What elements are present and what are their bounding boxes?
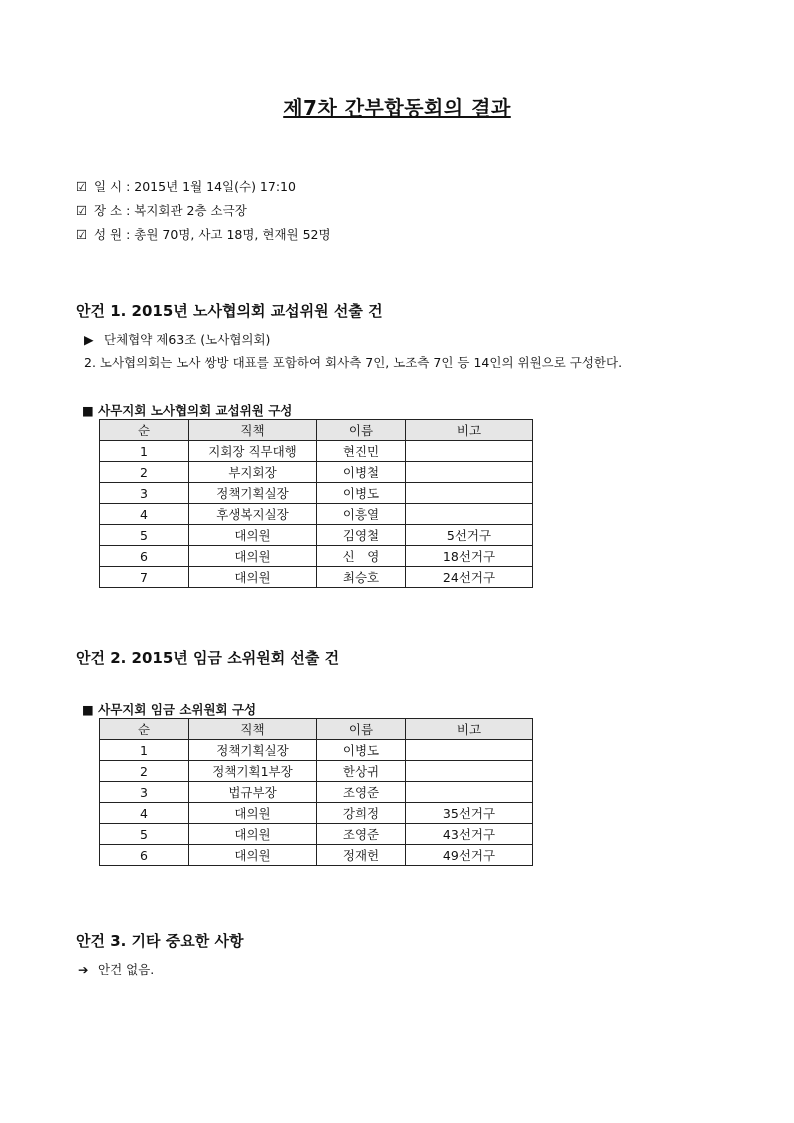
info-date-text: 일 시 : 2015년 1월 14일(수) 17:10 <box>94 179 296 194</box>
cell-no: 6 <box>100 546 189 567</box>
table-row <box>100 546 533 567</box>
agenda1-bullet <box>84 330 270 348</box>
cell-name: 이병도 <box>317 483 406 504</box>
header-note: 비고 <box>406 719 533 740</box>
table-header-row <box>100 420 533 441</box>
cell-name: 조영준 <box>317 824 406 845</box>
cell-name: 신 영 <box>317 546 406 567</box>
cell-note <box>406 462 533 483</box>
cell-position: 대의원 <box>189 567 317 588</box>
cell-position: 대의원 <box>189 803 317 824</box>
agenda2-title: 안건 2. 2015년 임금 소위원회 선출 건 <box>76 649 340 667</box>
cell-note <box>406 483 533 504</box>
triangle-bullet-icon: ▶ <box>84 332 94 347</box>
cell-note <box>406 740 533 761</box>
cell-no: 3 <box>100 483 189 504</box>
cell-no: 7 <box>100 567 189 588</box>
header-name: 이름 <box>317 420 406 441</box>
cell-no: 1 <box>100 441 189 462</box>
table-row <box>100 525 533 546</box>
right-arrow-icon: ➔ <box>78 962 89 977</box>
cell-position: 대의원 <box>189 525 317 546</box>
info-quorum <box>76 226 331 250</box>
info-place <box>76 202 331 226</box>
cell-position: 정책기획1부장 <box>189 761 317 782</box>
header-name: 이름 <box>317 719 406 740</box>
cell-name: 정재헌 <box>317 845 406 866</box>
header-no: 순 <box>100 420 189 441</box>
agenda2-table-caption: ■ 사무지회 임금 소위원회 구성 <box>82 702 257 717</box>
cell-name: 김영철 <box>317 525 406 546</box>
cell-no: 6 <box>100 845 189 866</box>
table-row <box>100 782 533 803</box>
cell-note: 5선거구 <box>406 525 533 546</box>
table-header-row <box>100 719 533 740</box>
table-row <box>100 567 533 588</box>
cell-no: 5 <box>100 525 189 546</box>
agenda1-bullet-text: 단체협약 제63조 (노사협의회) <box>104 332 271 347</box>
info-date <box>76 178 331 202</box>
agenda1-title: 안건 1. 2015년 노사협의회 교섭위원 선출 건 <box>76 302 383 320</box>
table-row <box>100 462 533 483</box>
cell-name: 한상귀 <box>317 761 406 782</box>
checkbox-icon: ☑ <box>76 179 88 194</box>
cell-name: 최승호 <box>317 567 406 588</box>
cell-position: 후생복지실장 <box>189 504 317 525</box>
cell-note: 49선거구 <box>406 845 533 866</box>
cell-note <box>406 761 533 782</box>
header-position: 직책 <box>189 719 317 740</box>
cell-no: 1 <box>100 740 189 761</box>
cell-no: 5 <box>100 824 189 845</box>
cell-name: 현진민 <box>317 441 406 462</box>
table-row <box>100 504 533 525</box>
agenda1-table-caption: ■ 사무지회 노사협의회 교섭위원 구성 <box>82 403 293 418</box>
cell-position: 지회장 직무대행 <box>189 441 317 462</box>
cell-position: 정책기획실장 <box>189 740 317 761</box>
agenda3-note-text: 안건 없음. <box>98 962 155 977</box>
table-row <box>100 740 533 761</box>
document-title: 제7차 간부합동회의 결과 <box>283 96 511 120</box>
table-row <box>100 441 533 462</box>
agenda1-table <box>99 419 533 588</box>
cell-name: 이병철 <box>317 462 406 483</box>
cell-position: 정책기획실장 <box>189 483 317 504</box>
cell-no: 2 <box>100 761 189 782</box>
cell-name: 이흥열 <box>317 504 406 525</box>
cell-no: 4 <box>100 504 189 525</box>
cell-note: 18선거구 <box>406 546 533 567</box>
cell-no: 3 <box>100 782 189 803</box>
cell-no: 4 <box>100 803 189 824</box>
table-row <box>100 483 533 504</box>
agenda1-clause: 2. 노사협의회는 노사 쌍방 대표를 포함하여 회사측 7인, 노조측 7인 등 14인의 위원으로 구성한다. <box>84 355 623 370</box>
cell-no: 2 <box>100 462 189 483</box>
info-place-text: 장 소 : 복지회관 2층 소극장 <box>94 203 247 218</box>
cell-note: 35선거구 <box>406 803 533 824</box>
cell-note: 43선거구 <box>406 824 533 845</box>
checkbox-icon: ☑ <box>76 227 88 242</box>
cell-note <box>406 441 533 462</box>
cell-name: 강희정 <box>317 803 406 824</box>
checkbox-icon: ☑ <box>76 203 88 218</box>
table-row <box>100 845 533 866</box>
meeting-info <box>76 178 331 250</box>
table-row <box>100 761 533 782</box>
table-row <box>100 824 533 845</box>
header-no: 순 <box>100 719 189 740</box>
table-row <box>100 803 533 824</box>
header-note: 비고 <box>406 420 533 441</box>
cell-note <box>406 782 533 803</box>
cell-position: 대의원 <box>189 845 317 866</box>
cell-name: 조영준 <box>317 782 406 803</box>
info-quorum-text: 성 원 : 총원 70명, 사고 18명, 현재원 52명 <box>94 227 331 242</box>
cell-note: 24선거구 <box>406 567 533 588</box>
cell-position: 법규부장 <box>189 782 317 803</box>
cell-note <box>406 504 533 525</box>
cell-position: 부지회장 <box>189 462 317 483</box>
agenda2-table <box>99 718 533 866</box>
cell-position: 대의원 <box>189 824 317 845</box>
cell-position: 대의원 <box>189 546 317 567</box>
header-position: 직책 <box>189 420 317 441</box>
agenda3-note <box>78 960 154 978</box>
agenda3-title: 안건 3. 기타 중요한 사항 <box>76 932 244 950</box>
cell-name: 이병도 <box>317 740 406 761</box>
